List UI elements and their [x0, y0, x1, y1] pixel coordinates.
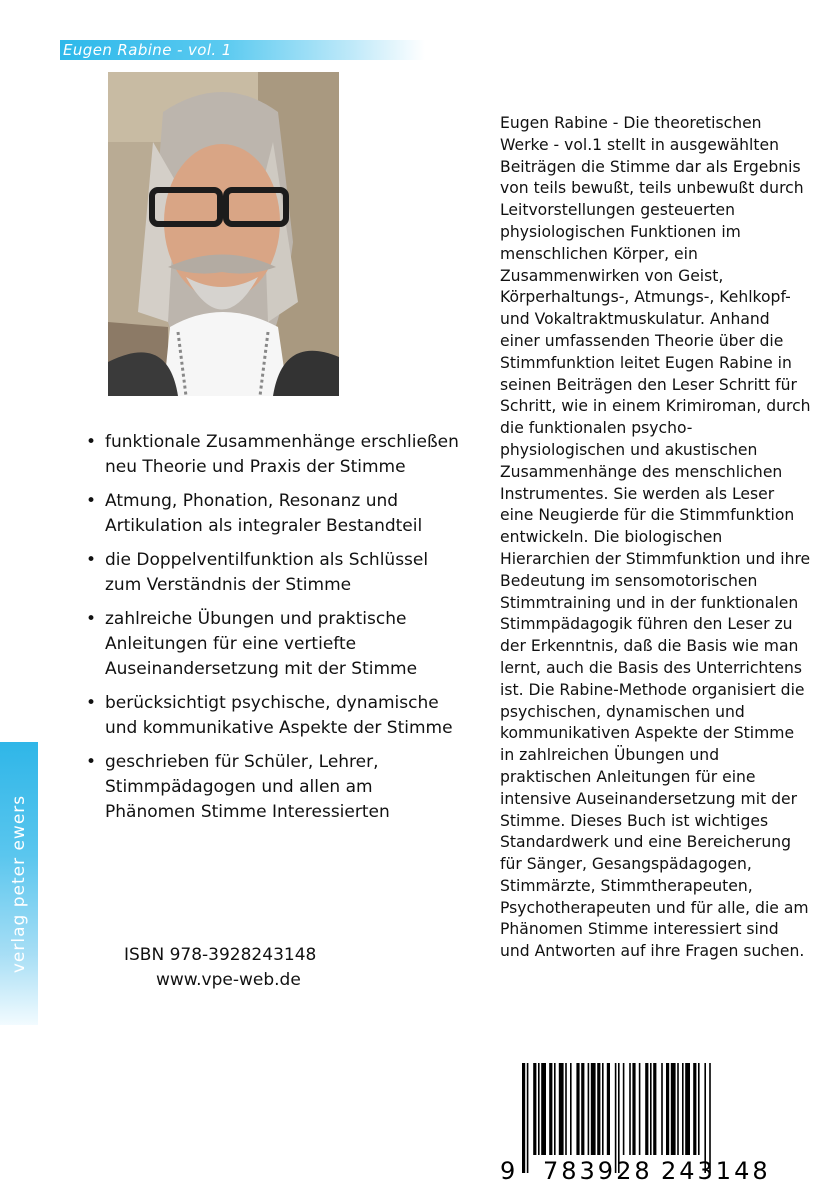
- barcode-bar: [565, 1063, 567, 1155]
- barcode-bar: [639, 1063, 641, 1155]
- barcode-bar: [685, 1063, 690, 1155]
- feature-list: [86, 430, 466, 834]
- feature-item: • funktionale Zusammenhänge erschließen neu Theorie und Praxis der Stimme: [86, 430, 466, 480]
- barcode-bar: [607, 1063, 610, 1155]
- website-link[interactable]: www.vpe-web.de: [156, 970, 301, 990]
- publisher-label: [0, 742, 38, 1025]
- barcode-bar: [632, 1063, 635, 1155]
- author-photo: [108, 72, 339, 396]
- barcode-right-digits: 243148: [661, 1157, 771, 1185]
- barcode-bar: [671, 1063, 676, 1155]
- isbn-number: ISBN 978-3928243148: [124, 945, 317, 965]
- barcode-bar: [576, 1063, 579, 1155]
- barcode-bar: [650, 1063, 652, 1155]
- isbn-block: [124, 943, 364, 993]
- barcode-bar: [527, 1063, 529, 1173]
- barcode-bar: [602, 1063, 604, 1155]
- barcode-bar: [682, 1063, 684, 1155]
- barcode-bar: [522, 1063, 525, 1173]
- barcode-bar: [629, 1063, 631, 1155]
- barcode-bar: [554, 1063, 556, 1155]
- barcode-first-digit: 9: [500, 1157, 516, 1185]
- barcode-bar: [588, 1063, 590, 1155]
- feature-item: • berücksichtigt psychische, dynamische und kommunikative Aspekte der Stimme: [86, 691, 466, 741]
- barcode-bar: [623, 1063, 625, 1155]
- header-title: Eugen Rabine - vol. 1: [63, 41, 232, 59]
- barcode-bar: [533, 1063, 536, 1155]
- feature-item: • die Doppelventilfunktion als Schlüssel zum Verständnis der Stimme: [86, 548, 466, 598]
- barcode-bar: [581, 1063, 584, 1155]
- barcode-bar: [661, 1063, 663, 1155]
- barcode-bar: [666, 1063, 669, 1155]
- barcode: [498, 1051, 820, 1185]
- barcode-bar: [549, 1063, 552, 1155]
- barcode-left-digits: 783928: [543, 1157, 653, 1185]
- barcode-bar: [645, 1063, 648, 1155]
- barcode-bar: [570, 1063, 572, 1155]
- barcode-bar: [538, 1063, 540, 1155]
- barcode-bar: [541, 1063, 546, 1155]
- feature-item: • zahlreiche Übungen und praktische Anleitungen für eine vertiefte Auseinandersetzung mit der Stimme: [86, 607, 466, 682]
- book-description: Eugen Rabine - Die theoretischen Werke - vol.1 stellt in ausgewählten Beiträgen die Stimme dar als Ergebnis von teils bewußt, teils unbewußt durch Leitvorstellungen gesteuerten physiologischen Funktionen im menschlichen Körper, ein Zusammenwirken von Geist, Körperhaltungs-, Atmungs-, Kehlkopf- und Vokaltraktmuskulatur. Anhand einer umfassenden Theorie über die Stimmfunktion leitet Eugen Rabine in seinen Beiträgen den Leser Schritt für Schritt, wie in einem Krimiroman, durch die funktionalen psycho-physiologischen und akustischen Zusammenhänge des menschlichen Instrumentes. Sie werden als Leser eine Neugierde für die Stimmfunktion entwickeln. Die biologischen Hierarchien der Stimmfunktion und ihre Bedeutung im sensomotorischen Stimmtraining und in der funktionalen Stimmpädagogik führen den Leser zu der Erkenntnis, daß die Basis wie man lernt, auch die Basis des Unterrichtens ist. Die Rabine-Methode organisiert die psychischen, dynamischen und kommunikativen Aspekte der Stimme in zahlreichen Übungen und praktischen Anleitungen für eine intensive Auseinandersetzung mit der Stimme. Dieses Buch ist wichtiges Standardwerk und eine Bereicherung für Sänger, Gesangspädagogen, Stimmärzte, Stimmtherapeuten, Psychotherapeuten und für alle, die am Phänomen Stimme interessiert sind und Antworten auf ihre Fragen suchen.: [500, 114, 811, 961]
- publisher-label-text: verlag peter ewers: [9, 794, 29, 973]
- barcode-bar: [698, 1063, 700, 1155]
- barcode-bar: [653, 1063, 656, 1155]
- feature-item: • Atmung, Phonation, Resonanz und Artikulation als integraler Bestandteil: [86, 489, 466, 539]
- barcode-bar: [591, 1063, 596, 1155]
- barcode-bar: [693, 1063, 696, 1155]
- barcode-bar: [677, 1063, 679, 1155]
- barcode-bar: [597, 1063, 600, 1155]
- barcode-bar: [559, 1063, 564, 1155]
- feature-item: • geschrieben für Schüler, Lehrer, Stimmpädagogen und allen am Phänomen Stimme Interessierten: [86, 750, 466, 825]
